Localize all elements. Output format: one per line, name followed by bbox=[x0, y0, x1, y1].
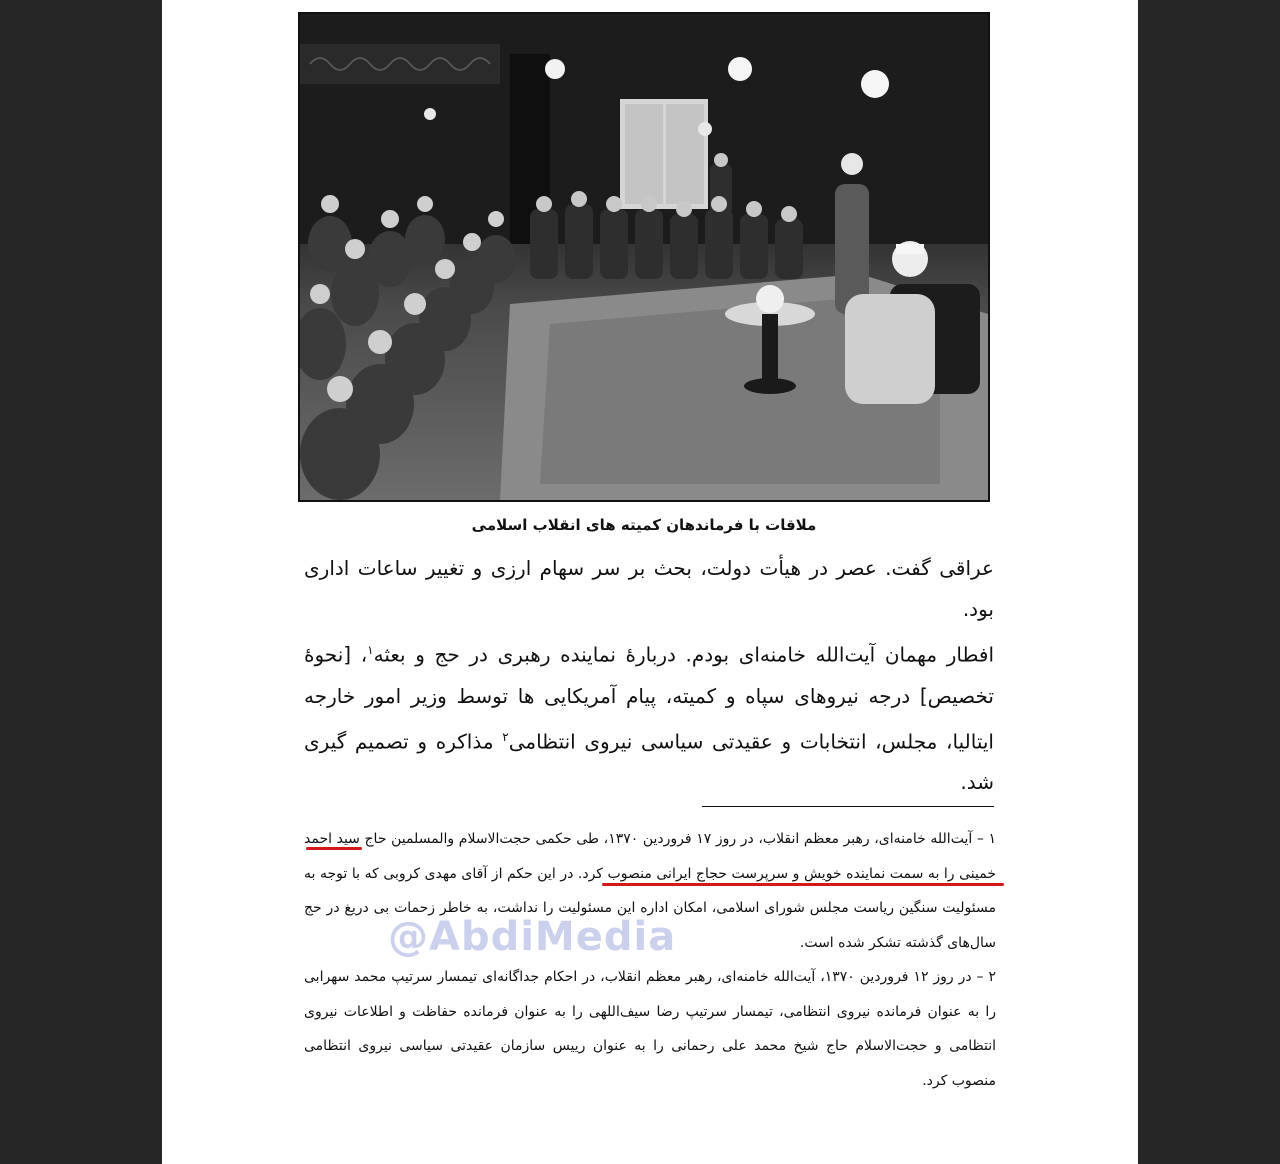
paragraph-2-part-a: افطار مهمان آیت‌الله خامنه‌ای بودم. دربارهٔ نماینده رهبری در حج و بعثه bbox=[373, 642, 995, 667]
footnote-1-marker[interactable]: ۱ bbox=[367, 643, 374, 657]
footnote-2-marker[interactable]: ۲ bbox=[502, 729, 509, 744]
paragraph-2-part-b: ، [نحوهٔ تخصیص] درجه نیروهای سپاه و کمیته، پیام آمریکایی ها توسط وزیر امور خارجه ایتالیا، مجلس، انتخابات و عقیدتی سیاسی نیروی انتظامی bbox=[304, 642, 994, 754]
red-underline-1 bbox=[306, 847, 362, 850]
footnote-divider bbox=[702, 806, 994, 807]
watermark: @AbdiMedia bbox=[388, 914, 677, 960]
left-margin bbox=[0, 0, 162, 1164]
document-page bbox=[162, 0, 1138, 1164]
photo-caption: ملاقات با فرماندهان کمیته های انقلاب اسلامی bbox=[471, 516, 817, 534]
footnote-2: ۲ – در روز ۱۲ فروردین ۱۳۷۰، آیت‌الله خامنه‌ای، رهبر معظم انقلاب، در احکام جداگانه‌ای تیمسار سرتیپ محمد سهرابی را به عنوان فرمانده نیروی انتظامی، تیمسار سرتیپ رضا سیف‌اللهی را به عنوان فرمانده حفاظت و اطلاعات نیروی انتظامی و حجت‌الاسلام حاج شیخ محمد علی رحمانی را به عنوان رییس سازمان عقیدتی سیاسی نیروی انتظامی منصوب کرد. bbox=[304, 969, 996, 1089]
meeting-photo bbox=[298, 12, 990, 502]
paragraph-1: عراقی گفت. عصر در هیأت دولت، بحث بر سر سهام ارزی و تغییر ساعات اداری بود. bbox=[304, 556, 994, 621]
footnotes bbox=[304, 822, 996, 1098]
red-underline-2 bbox=[602, 883, 1004, 886]
paragraph-2-part-c: مذاکره و تصمیم گیری شد. bbox=[304, 729, 994, 795]
paragraph-2 bbox=[304, 630, 994, 803]
body-text bbox=[304, 548, 994, 803]
photo-meeting-hall-icon bbox=[300, 14, 988, 500]
right-margin bbox=[1138, 0, 1280, 1164]
footnote-1: ۱ – آیت‌الله خامنه‌ای، رهبر معظم انقلاب، در روز ۱۷ فروردین ۱۳۷۰، طی حکمی حجت‌الاسلام والمسلمین حاج سید احمد خمینی را به سمت نماینده خویش و سرپرست حجاج ایرانی منصوب کرد. در این حکم از آقای مهدی کروبی که با توجه به مسئولیت سنگین ریاست مجلس شورای اسلامی، امکان اداره این مسئولیت را نداشت، به خاطر زحمات بی دریغ در حج سال‌های گذشته تشکر شده است. bbox=[304, 831, 996, 951]
